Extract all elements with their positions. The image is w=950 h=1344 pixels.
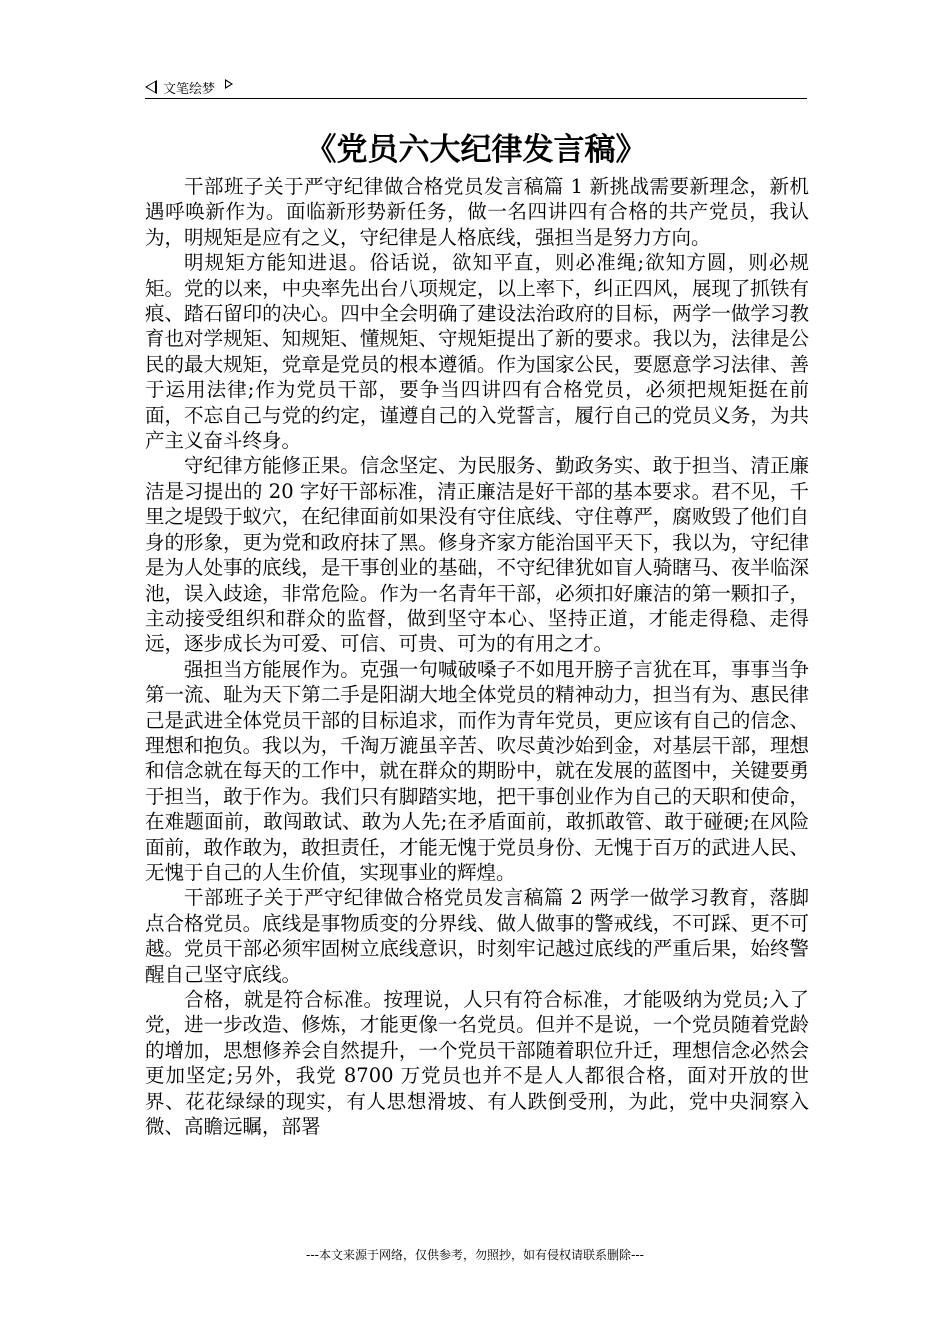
document-title: 《党员六大纪律发言稿》 [305,132,647,168]
paragraph: 干部班子关于严守纪律做合格党员发言稿篇 1 新挑战需要新理念，新机遇呼唤新作为。面临新形势新任务，做一名四讲四有合格的共产党员，我认为，明规矩是应有之义，守纪律是人格底线，强担当是努力方向。 [145,175,809,249]
triangle-right-icon [225,79,233,89]
page-header [145,76,807,99]
header-label: 文笔绘梦 [163,81,216,97]
paragraph: 明规矩方能知进退。俗话说，欲知平直，则必准绳;欲知方圆，则必规矩。党的以来，中央率先出台八项规定，以上率下，纠正四风，展现了抓铁有痕、踏石留印的决心。四中全会明确了建设法治政府的目标，两学一做学习教育也对学规矩、知规矩、懂规矩、守规矩提出了新的要求。我以为，法律是公民的最大规矩，党章是党员的根本遵循。作为国家公民，要愿意学习法律、善于运用法律;作为党员干部，要争当四讲四有合格党员，必须把规矩挺在前面，不忘自己与党的约定，谨遵自己的入党誓言，履行自己的党员义务，为共产主义奋斗终身。 [145,251,809,453]
page-footer: ---本文来源于网络，仅供参考，勿照抄，如有侵权请联系删除--- [306,1248,644,1262]
triangle-left-icon [145,80,157,94]
paragraph: 干部班子关于严守纪律做合格党员发言稿篇 2 两学一做学习教育，落脚点合格党员。底线是事物质变的分界线、做人做事的警戒线，不可踩、更不可越。党员干部必须牢固树立底线意识，时刻牢记越过底线的严重后果，始终警醒自己坚守底线。 [145,886,809,986]
paragraph: 强担当方能展作为。克强一句喊破嗓子不如甩开膀子言犹在耳，事事当争第一流、耻为天下第二手是阳湖大地全体党员的精神动力，担当有为、惠民律己是武进全体党员干部的目标追求，而作为青年党员，更应该有自己的信念、理想和抱负。我以为，千淘万漉虽辛苦、吹尽黄沙始到金，对基层干部，理想和信念就在每天的工作中，就在群众的期盼中，就在发展的蓝图中，关键要勇于担当，敢于作为。我们只有脚踏实地，把干事创业作为自己的天职和使命，在难题面前，敢闯敢试、敢为人先;在矛盾面前，敢抓敢管、敢于碰硬;在风险面前，敢作敢为，敢担责任，才能无愧于党员身份、无愧于百万的武进人民、无愧于自己的人生价值，实现事业的辉煌。 [145,657,809,884]
paragraph: 守纪律方能修正果。信念坚定、为民服务、勤政务实、敢于担当、清正廉洁是习提出的 20 字好干部标准，清正廉洁是好干部的基本要求。君不见，千里之堤毁于蚁穴，在纪律面前如果没有守住底线、守住尊严，腐败毁了他们自身的形象，更为党和政府抹了黑。修身齐家方能治国平天下，我以为，守纪律是为人处事的底线，是干事创业的基础，不守纪律犹如盲人骑瞎马、夜半临深池，误入歧途，非常危险。作为一名青年干部，必须扣好廉洁的第一颗扣子，主动接受组织和群众的监督，做到坚守本心、坚持正道，才能走得稳、走得远，逐步成长为可爱、可信、可贵、可为的有用之才。 [145,454,809,656]
paragraph: 合格，就是符合标准。按理说，人只有符合标准，才能吸纳为党员;入了党，进一步改造、修炼，才能更像一名党员。但并不是说，一个党员随着党龄的增加，思想修养会自然提升，一个党员干部随着职位升迁，理想信念必然会更加坚定;另外，我党 8700 万党员也并不是人人都很合格，面对开放的世界、花花绿绿的现实，有人思想滑坡、有人跌倒受刑，为此，党中央洞察入微、高瞻远瞩，部署 [145,988,809,1139]
document-body [145,174,809,1238]
